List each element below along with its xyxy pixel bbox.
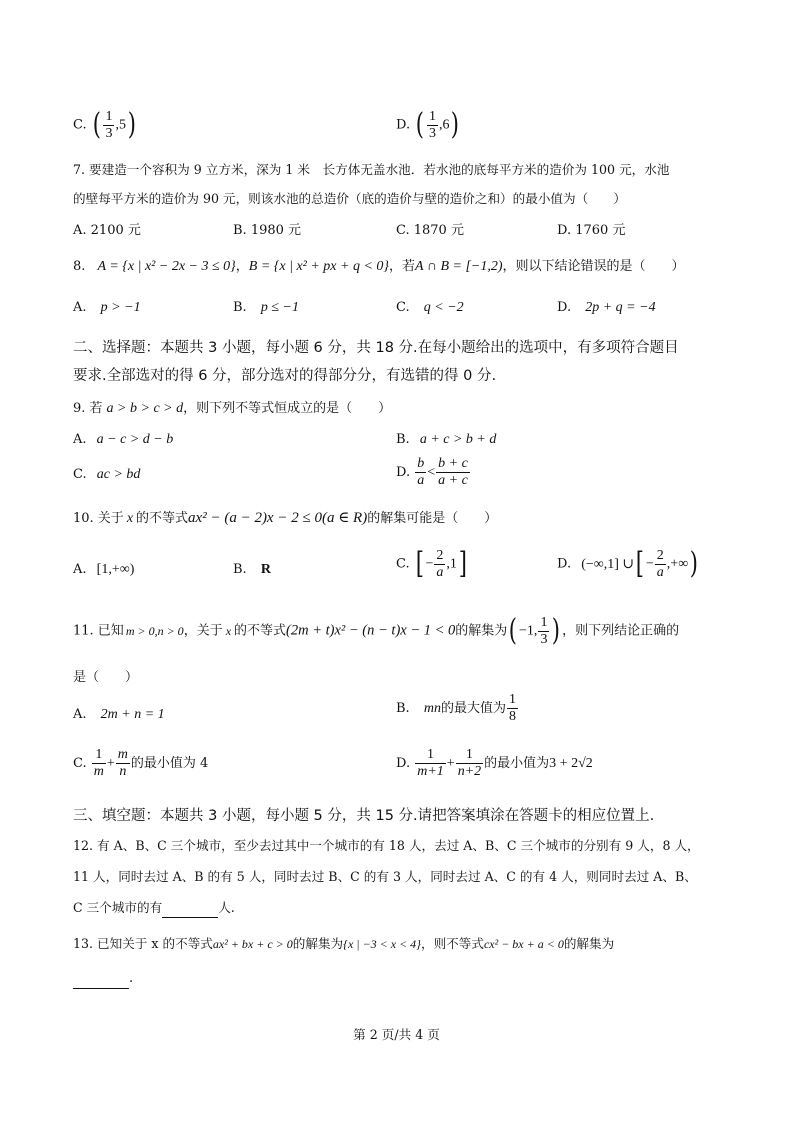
denominator: a	[417, 473, 425, 488]
stem-tail: ，则以下结论错误的是（ ）	[502, 259, 685, 274]
option-label: D.	[396, 117, 411, 133]
fraction	[92, 747, 106, 780]
fraction	[116, 747, 130, 780]
intersection-condition: A ∩ B = [−1,2)	[415, 259, 503, 274]
q6-option-d	[396, 108, 461, 142]
expr-end: ,6	[438, 117, 450, 133]
denominator: a + c	[438, 473, 468, 488]
denominator: 3	[540, 631, 548, 647]
option-label: B.	[233, 300, 247, 315]
denominator: 3	[105, 125, 113, 141]
stem-mid: ，关于	[183, 623, 223, 639]
stem-post: 人.	[218, 900, 235, 915]
plus-sign: +	[106, 756, 115, 771]
inequality: ax² − (a − 2)x − 2 ≤ 0(a ∈ R)	[188, 510, 368, 526]
section-2-line1: 二、选择题：本题共 3 小题，每小题 6 分，共 18 分.在每小题给出的选项中，有多项符合题目	[73, 340, 679, 356]
denominator: m+1	[417, 764, 444, 779]
q7-line2: 的壁每平方米的造价为 90 元，则该水池的总造价（底的造价与壁的造价之和）的最小值为（ ）	[73, 191, 626, 206]
denominator: n+2	[457, 764, 482, 779]
stem-pre: C 三个城市的有	[73, 900, 163, 915]
q12-line1: 12. 有 A、B、C 三个城市，至少去过其中一个城市的有 18 人，去过 A、B、C 三个城市的分别有 9 人，8 人，	[73, 838, 700, 853]
numerator: 2	[656, 547, 664, 563]
numerator: 1	[428, 108, 436, 124]
fraction	[456, 747, 483, 780]
option-expr: 2m + n = 1	[100, 707, 165, 722]
inequality: (2m + t)x² − (n − t)x − 1 < 0	[286, 622, 456, 639]
expr-end: ,1	[446, 556, 457, 572]
numerator: 1	[540, 614, 548, 630]
numerator: m	[117, 747, 128, 762]
paren-right: )	[451, 107, 460, 142]
bracket-left: [	[635, 546, 645, 581]
expr-end: ,5	[115, 117, 126, 133]
q9-stem	[73, 400, 391, 418]
solution-set: {x | −3 < x < 4}	[343, 937, 421, 951]
q12-line2: 11 人，同时去过 A、B 的有 5 人，同时去过 B、C 的有 3 人，同时去过 A、C 的有 4 人，则同时去过 A、B、	[73, 869, 697, 884]
q10-stem	[73, 509, 497, 528]
paren-left: (	[509, 613, 518, 648]
option-expr: ac > bd	[96, 467, 141, 482]
denominator: a	[656, 564, 664, 580]
stem-pre: 11. 已知	[73, 623, 124, 639]
numerator: 1	[92, 747, 106, 764]
plus-sign: +	[446, 756, 455, 771]
q10-option-a	[73, 561, 134, 579]
option-label: C.	[73, 117, 87, 133]
section-3-line: 三、填空题：本题共 3 小题，每小题 5 分，共 15 分.请把答案填涂在答题卡的相应位置上.	[73, 808, 655, 824]
denominator: a	[436, 564, 444, 580]
stem-mid: ，若	[389, 259, 416, 274]
stem-mid2: ，则不等式	[420, 936, 484, 951]
fraction	[538, 615, 549, 648]
bracket-left: [	[415, 546, 424, 581]
variable-x: x	[126, 511, 134, 526]
condition: m > 0,n > 0	[125, 623, 184, 638]
stem-pre: 13. 已知关于 x 的不等式	[73, 936, 213, 951]
q11-option-d	[396, 747, 593, 780]
stem-pre: 10. 关于	[73, 511, 124, 526]
numerator: 1	[415, 747, 446, 764]
q6-option-c	[73, 108, 138, 142]
option-label: C.	[73, 756, 87, 771]
q8-option-c	[396, 299, 464, 317]
variable-x: x	[225, 623, 232, 638]
separator: ，	[235, 259, 249, 274]
option-label: B.	[396, 432, 410, 447]
numerator: 1	[456, 747, 483, 764]
q13-stem	[73, 935, 614, 953]
set-b: B = {x | x² + px + q < 0}	[248, 259, 390, 274]
fraction	[103, 109, 114, 142]
q12-line3	[73, 899, 235, 918]
q9-option-d	[396, 456, 471, 489]
option-label: C.	[396, 300, 410, 315]
fraction	[415, 456, 426, 489]
fraction	[655, 548, 666, 581]
inequality-1: ax² + bx + c > 0	[212, 937, 293, 951]
fraction	[427, 109, 438, 142]
answer-blank[interactable]	[73, 970, 129, 989]
expr-pre: (−∞,1] ∪	[581, 556, 635, 572]
less-than: <	[427, 465, 436, 480]
paren-left: (	[415, 107, 425, 142]
option-expr: p > −1	[100, 300, 141, 315]
option-label: D.	[396, 465, 411, 480]
stem-mid2: 的不等式	[234, 623, 287, 639]
question-number: 8.	[73, 259, 86, 274]
q9-option-b	[396, 431, 496, 449]
option-expr: a + c > b + d	[419, 432, 497, 447]
q11-option-a	[73, 706, 165, 724]
option-expr: p ≤ −1	[260, 300, 299, 315]
stem-mid: 的解集为	[292, 936, 344, 951]
stem-post: ，则下列不等式恒成立的是（ ）	[183, 401, 392, 416]
option-expr: R	[260, 562, 271, 577]
q8-option-d	[557, 299, 656, 317]
minus-sign: −	[645, 556, 654, 572]
q11-line2: 是（ ）	[73, 670, 139, 685]
denominator: m	[93, 764, 104, 779]
option-label: A.	[73, 432, 87, 447]
stem-post: 的解集可能是（ ）	[367, 511, 498, 526]
q7-option-c: C. 1870 元	[396, 223, 464, 238]
option-text: 的最大值为	[440, 701, 506, 716]
fraction	[415, 747, 446, 780]
q7-option-b: B. 1980 元	[233, 223, 302, 238]
q10-option-b	[233, 561, 271, 579]
option-label: A.	[73, 562, 87, 577]
q11-stem	[73, 614, 679, 648]
q10-option-d	[557, 547, 700, 581]
option-label: A.	[73, 707, 87, 722]
paren-right: )	[552, 613, 561, 648]
q11-option-c	[73, 747, 208, 780]
stem-mid: 的不等式	[136, 511, 189, 526]
q13-answer-line	[73, 970, 133, 989]
q8-option-a	[73, 299, 141, 317]
paren-right: )	[127, 107, 136, 142]
fraction	[436, 456, 470, 489]
q9-option-c	[73, 466, 140, 484]
option-text: 的最小值为	[484, 756, 550, 771]
paren-left: (	[92, 107, 101, 142]
option-expr: q < −2	[423, 300, 464, 315]
numerator: 1	[105, 108, 113, 124]
stem-mid3: 的解集为	[455, 623, 508, 639]
minus-sign: −	[425, 556, 434, 572]
set-a: A = {x | x² − 2x − 3 ≤ 0}	[97, 259, 236, 274]
q11-option-b	[396, 692, 519, 725]
q9-option-a	[73, 431, 173, 449]
page-footer: 第 2 页/共 4 页	[353, 1027, 440, 1042]
numerator: b + c	[438, 456, 468, 471]
denominator: n	[119, 764, 127, 779]
option-label: B.	[396, 701, 410, 716]
q8-stem	[73, 258, 685, 276]
option-value: 3 + 2√2	[549, 756, 593, 771]
q7-option-a: A. 2100 元	[73, 223, 141, 238]
option-expr: mn	[423, 701, 441, 716]
option-expr: 2p + q = −4	[585, 300, 656, 315]
fraction	[507, 692, 518, 725]
inequality-2: cx² − bx + a < 0	[483, 937, 564, 951]
q8-option-b	[233, 299, 299, 317]
numerator: 2	[436, 547, 444, 563]
option-label: C.	[396, 556, 410, 572]
option-label: D.	[396, 756, 411, 771]
bracket-right: ]	[458, 546, 467, 581]
paren-right: )	[689, 546, 699, 581]
stem-pre: 9. 若	[73, 401, 103, 416]
answer-blank[interactable]	[162, 899, 218, 918]
fraction	[434, 548, 445, 581]
condition: a > b > c > d	[106, 401, 184, 416]
q7-option-d: D. 1760 元	[557, 223, 626, 238]
denominator: 3	[428, 125, 436, 141]
option-text: 的最小值为 4	[130, 756, 209, 771]
period: .	[129, 971, 134, 986]
option-label: D.	[557, 300, 572, 315]
option-label: A.	[73, 300, 87, 315]
stem-post: ，则下列结论正确的	[562, 623, 680, 639]
option-expr: a − c > d − b	[96, 432, 174, 447]
denominator: 8	[508, 709, 516, 724]
section-2-line2: 要求.全部选对的得 6 分，部分选对的得部分分，有选错的得 0 分.	[73, 368, 497, 384]
stem-post: 的解集为	[563, 936, 615, 951]
option-label: B.	[233, 562, 247, 577]
option-label: C.	[73, 467, 87, 482]
numerator: b	[417, 456, 425, 471]
expr-end: ,+∞	[666, 556, 689, 572]
option-expr: [1,+∞)	[96, 562, 135, 577]
solution-pre: −1,	[519, 623, 538, 639]
numerator: 1	[508, 692, 516, 707]
option-label: D.	[557, 556, 572, 572]
q7-line1: 7. 要建造一个容积为 9 立方米，深为 1 米 长方体无盖水池．若水池的底每平方米的造价为 100 元，水池	[73, 162, 670, 177]
q10-option-c	[396, 547, 469, 581]
